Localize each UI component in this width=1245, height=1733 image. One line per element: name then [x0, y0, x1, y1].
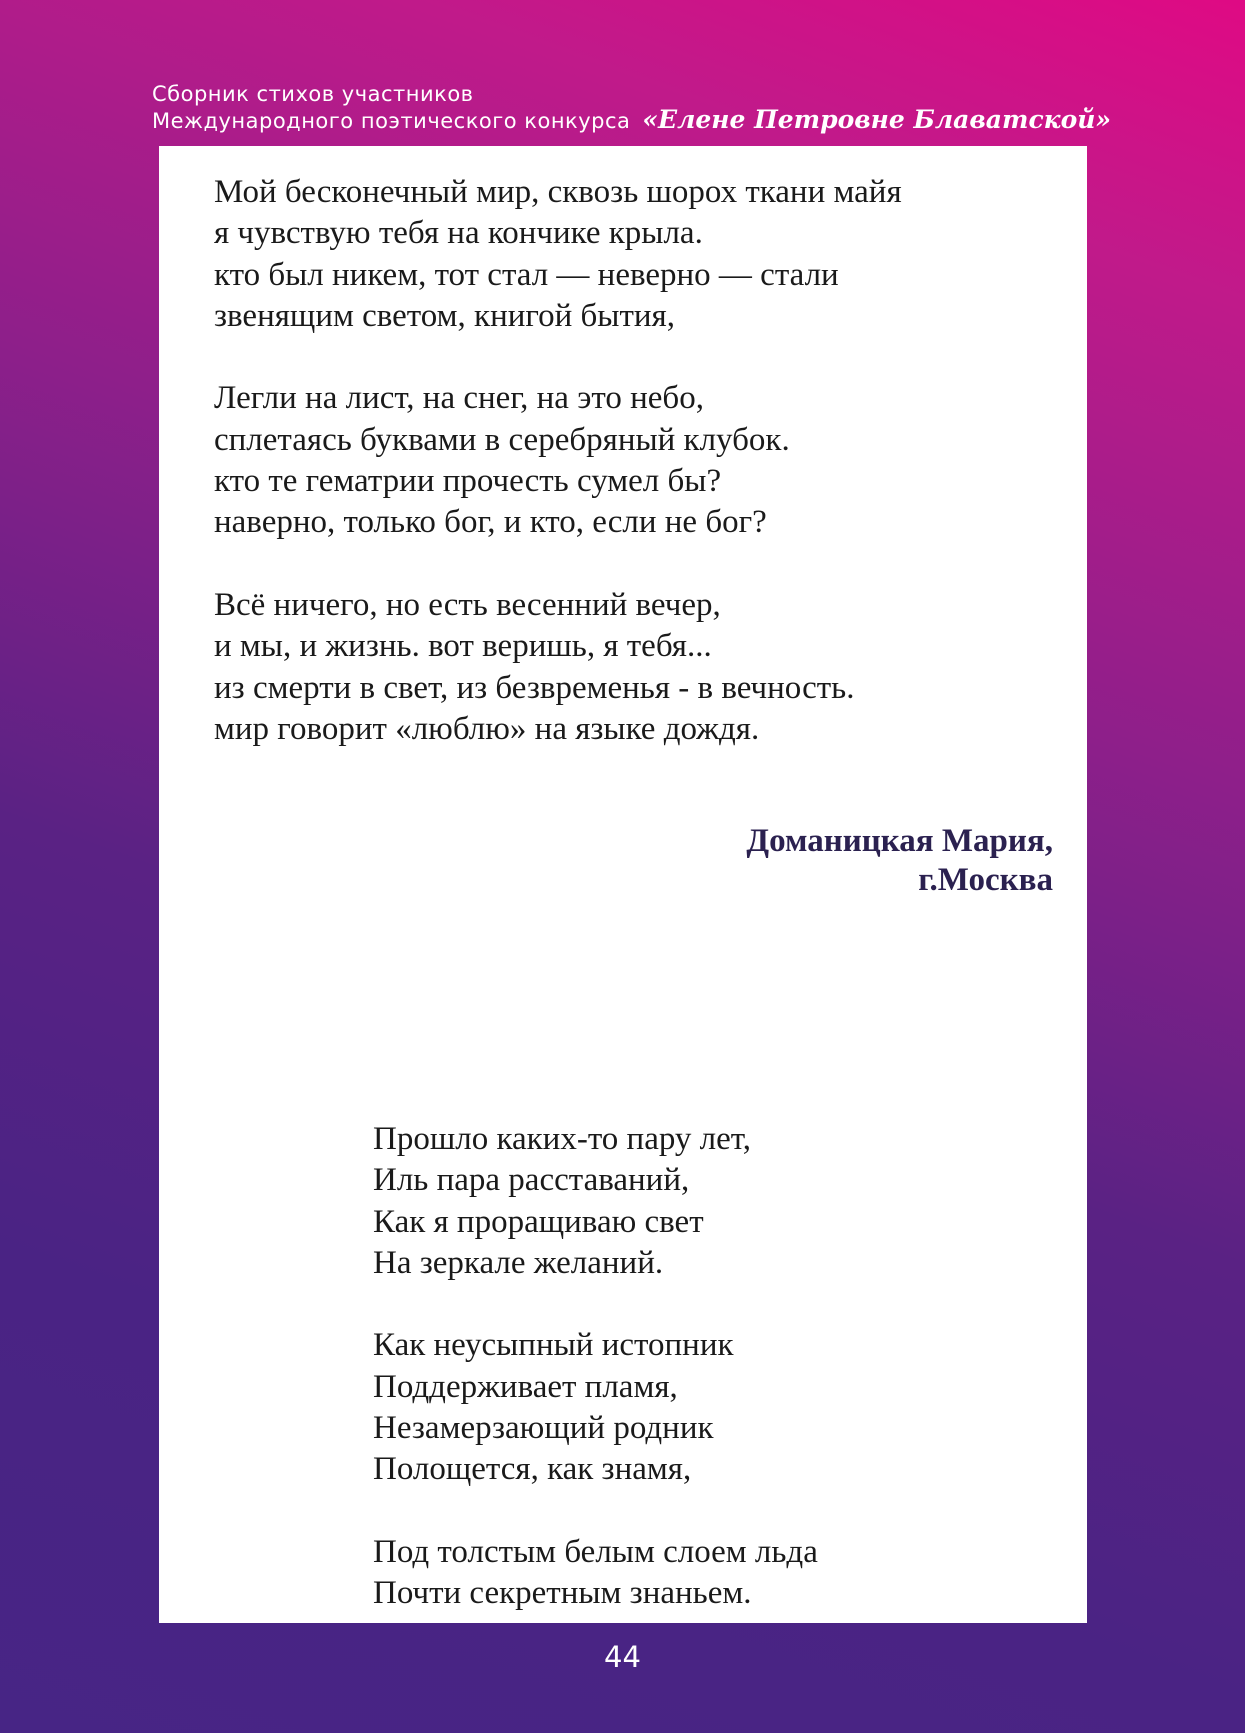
header-line-2-text: Международного поэтического конкурса [152, 109, 631, 133]
header-line-2 [152, 107, 1111, 134]
poem-1-stanza-1 [214, 172, 902, 337]
poem-2-stanza-3 [373, 1532, 818, 1615]
page-sheet [159, 146, 1087, 1623]
poem-line: Поддерживает пламя, [373, 1368, 678, 1405]
collection-header [152, 82, 1111, 134]
poem-line: Иль пара расставаний, [373, 1162, 690, 1199]
poem-2 [373, 1119, 818, 1615]
page-number: 44 [604, 1640, 641, 1674]
author-name: Доманицкая Мария, [746, 823, 1053, 859]
author-city: г.Москва [918, 862, 1053, 898]
poem-line: Легли на лист, на снег, на это небо, [214, 380, 704, 417]
poem-line: Под толстым белым слоем льда [373, 1533, 818, 1570]
poem-line: Почти секретным знаньем. [373, 1575, 752, 1612]
poem-line: Всё ничего, но есть весенний вечер, [214, 586, 721, 623]
poem-line: Как я проращиваю свет [373, 1203, 704, 1240]
poem-line: Прошло каких-то пару лет, [373, 1121, 751, 1157]
poem-line: мир говорит «люблю» на языке дождя. [214, 710, 760, 747]
poem-line: из смерти в свет, из безвременья - в вечность. [214, 669, 855, 706]
poem-line: наверно, только бог, и кто, если не бог? [214, 504, 767, 541]
poem-2-stanza-1 [373, 1119, 818, 1284]
poem-line: кто те гематрии прочесть сумел бы? [214, 463, 722, 500]
poem-1 [214, 172, 902, 750]
poem-line: я чувствую тебя на кончике крыла. [214, 215, 703, 252]
header-line-1: Сборник стихов участников [152, 82, 474, 106]
poem-line: На зеркале желаний. [373, 1244, 664, 1281]
poem-line: и мы, и жизнь. вот веришь, я тебя... [214, 628, 712, 665]
poem-1-stanza-3 [214, 585, 902, 750]
poem-1-stanza-2 [214, 378, 902, 543]
poem-line: Незамерзающий родник [373, 1410, 714, 1447]
poem-line: кто был никем, тот стал — неверно — стали [214, 256, 839, 293]
poem-2-stanza-2 [373, 1325, 818, 1490]
poem-line: Мой бесконечный мир, сквозь шорох ткани майя [214, 174, 902, 210]
poem-line: Как неусыпный истопник [373, 1327, 734, 1364]
contest-title: «Елене Петровне Блаватской» [642, 105, 1112, 134]
author-signature [746, 822, 1053, 900]
poem-line: Полощется, как знамя, [373, 1451, 692, 1488]
poem-line: сплетаясь буквами в серебряный клубок. [214, 421, 790, 458]
poem-line: звенящим светом, книгой бытия, [214, 297, 675, 334]
